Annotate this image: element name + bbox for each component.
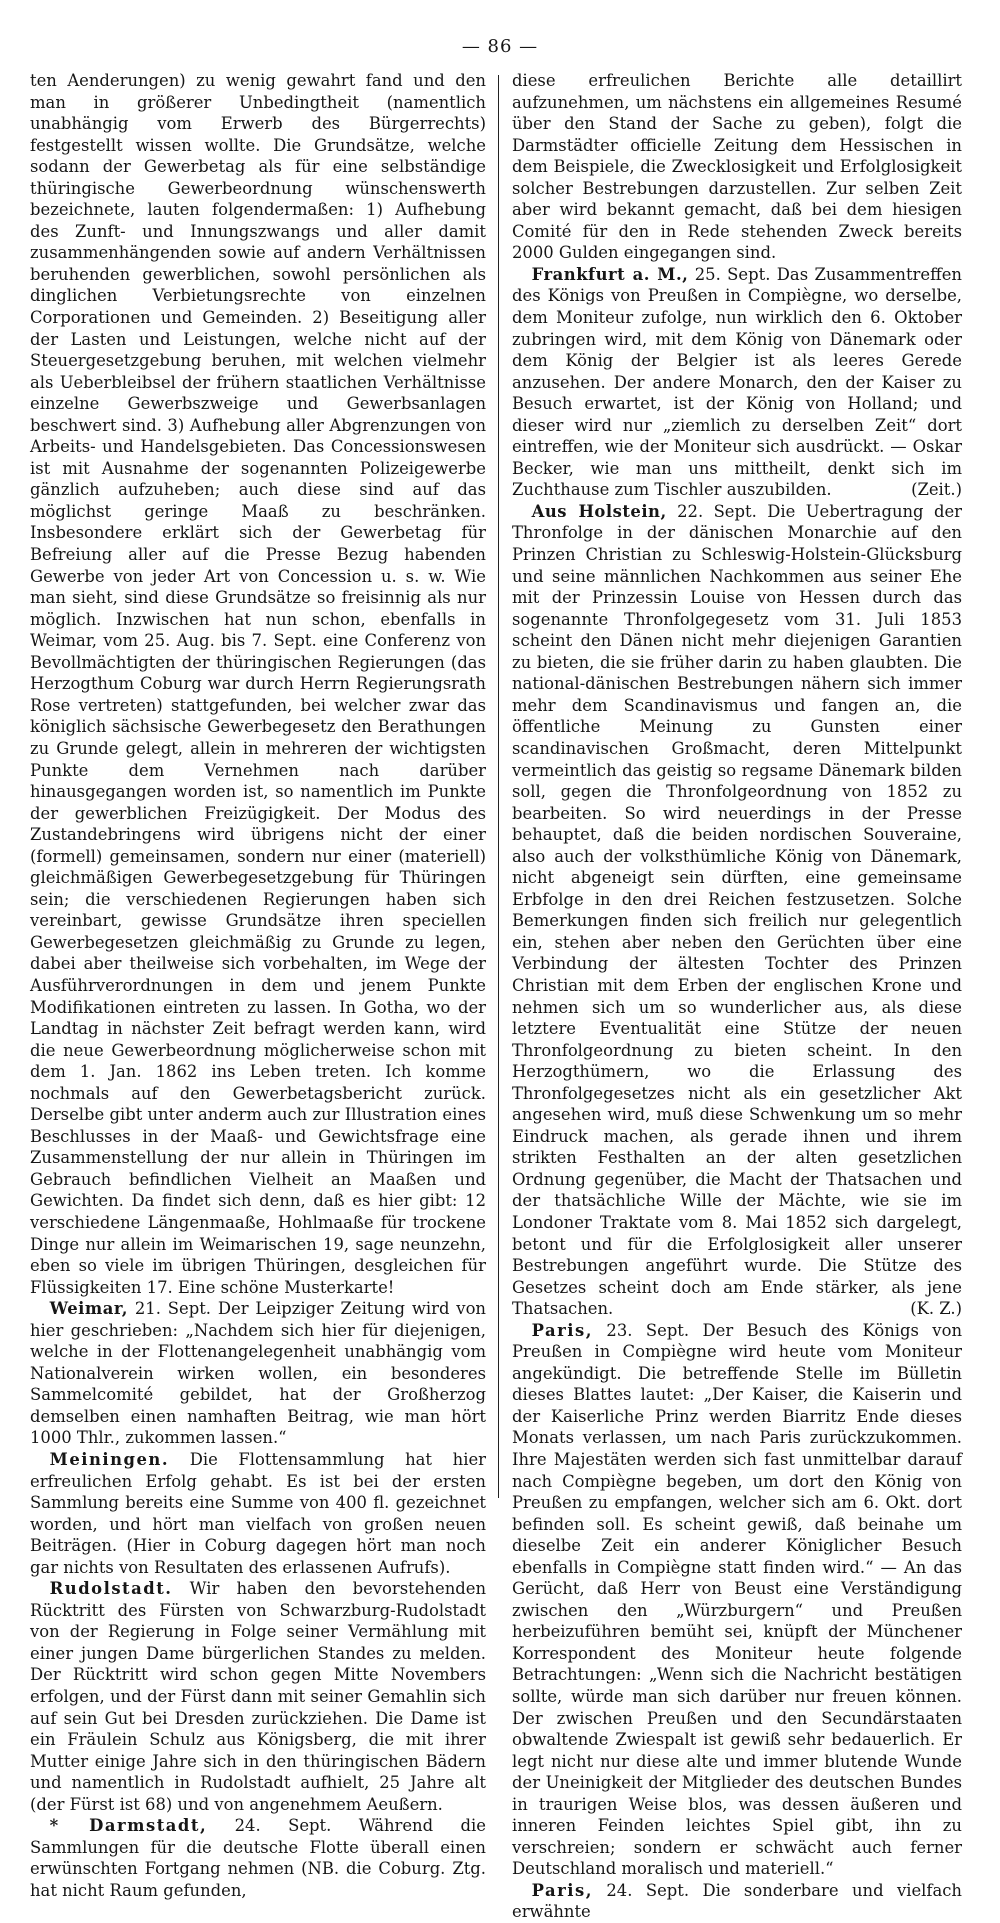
article-weimar-text: 21. Sept. Der Leipziger Zeitung wird von hier geschrieben: „Nachdem sich hier für diejenigen, welche in der Flottenangelegenheit unabhängig vom Nationalverein wirken wollen, ein besonderes Sammelcomité gebildet, hat der Großherzog demselben einen namhaften Beitrag, wie man hört 1000 Thlr., zukommen lassen.“: [30, 1299, 486, 1448]
dateline-darmstadt: * Darmstadt,: [49, 1816, 208, 1836]
article-darmstadt-continued: diese erfreulichen Berichte alle detaillirt aufzunehmen, um nächstens ein allgemeines Resumé über den Stand der Sache zu geben), folgt die Darmstädter officielle Zeitung dem Hessischen in dem Beispiele, die Zwecklosigkeit und Erfolglosigkeit solcher Bestrebungen darzustellen. Zur selben Zeit aber wird bekannt gemacht, daß bei dem hiesigen Comité für den in Rede stehenden Zweck bereits 2000 Gulden eingegangen sind.: [512, 71, 962, 263]
page-number: — 86 —: [461, 36, 539, 57]
source-note-kz: (K. Z.): [910, 1299, 962, 1319]
dateline-holstein: Aus Holstein,: [531, 501, 667, 521]
dateline-paris-24: Paris,: [531, 1880, 593, 1900]
dateline-frankfurt: Frankfurt a. M.,: [531, 264, 689, 284]
article-darmstadt: [30, 1815, 486, 1901]
source-note-zeit: (Zeit.): [911, 480, 962, 500]
dateline-paris-23: Paris,: [531, 1320, 593, 1340]
dateline-weimar: Weimar,: [49, 1299, 129, 1319]
dateline-rudolstadt: Rudolstadt.: [49, 1579, 173, 1599]
article-paris-24: [512, 1880, 962, 1923]
article-gewerbetag: ten Aenderungen) zu wenig gewahrt fand und den man in größerer Unbedingtheit (namentlich unabhängig vom Erwerb des Bürgerrechts) festgestellt wissen wollte. Die Grundsätze, welche sodann der Gewerbetag als für eine selbständige thüringische Gewerbeordnung wünschenswerth bezeichnete, lauten folgendermaßen: 1) Aufhebung des Zunft- und Innungszwangs und aller damit zusammenhängenden sowie auf andern Verhältnissen beruhenden gewerblichen, sowohl persönlichen als dinglichen Verbietungsrechte von einzelnen Corporationen und Gemeinden. 2) Beseitigung aller der Lasten und Leistungen, welche nicht auf der Steuergesetzgebung beruhen, mit welchen vielmehr als Ueberbleibsel der frühern staatlichen Verhältnisse einzelne Gewerbszweige und Gewerbsanlagen beschwert sind. 3) Aufhebung aller Abgrenzungen von Arbeits- und Handelsgebieten. Das Concessionswesen ist mit Ausnahme der sogenannten Polizeigewerbe gänzlich aufzuheben; auch diese sind auf das möglichst geringe Maaß zu beschränken. Insbesondere erklärt sich der Gewerbetag für Befreiung aller auf die Presse Bezug habenden Gewerbe von jeder Art von Concession u. s. w. Wie man sieht, sind diese Grundsätze so freisinnig als nur möglich. Inzwischen hat nun schon, ebenfalls in Weimar, vom 25. Aug. bis 7. Sept. eine Conferenz von Bevollmächtigten der thüringischen Regierungen (das Herzogthum Coburg war durch Herrn Regierungsrath Rose vertreten) stattgefunden, bei welcher zwar das königlich sächsische Gewerbegesetz den Berathungen zu Grunde gelegt, allein in mehreren der wichtigsten Punkte dem Vernehmen nach darüber hinausgegangen worden ist, so namentlich im Punkte der gewerblichen Freizügigkeit. Der Modus des Zustandebringens wird übrigens nicht der einer (formell) gemeinsamen, sondern nur einer (materiell) gleichmäßigen Gewerbegesetzgebung für Thüringen sein; die verschiedenen Regierungen haben sich vereinbart, gewisse Grundsätze ihren speciellen Gewerbegesetzen gleichmäßig zu Grunde zu legen, dabei aber theilweise sich vorbehalten, im Wege der Ausführverordnungen in dem und jenem Punkte Modifikationen eintreten zu lassen. In Gotha, wo der Landtag in nächster Zeit befragt werden kann, wird die neue Gewerbeordnung möglicherweise schon mit dem 1. Jan. 1862 ins Leben treten. Ich komme nochmals auf den Gewerbetagsbericht zurück. Derselbe gibt unter anderm auch zur Illustration eines Beschlusses in der Maaß- und Gewichtsfrage eine Zusammenstellung der nur allein in Thüringen im Gebrauch befindlichen Vielheit an Maaßen und Gewichten. Da findet sich denn, daß es hier gibt: 12 verschiedene Längenmaaße, Hohlmaaße für trockene Dinge nur allein im Weimarischen 19, sage neunzehn, eben so viele im übrigen Thüringen, desgleichen für Flüssigkeiten 17. Eine schöne Musterkarte!: [30, 71, 486, 1297]
article-rudolstadt-text: Wir haben den bevorstehenden Rücktritt des Fürsten von Schwarzburg-Rudolstadt von der Regierung in Folge seiner Vermählung mit einer jungen Dame bürgerlichen Standes zu melden. Der Rücktritt wird schon gegen Mitte Novembers erfolgen, und der Fürst dann mit seiner Gemahlin sich auf sein Gut bei Dresden zurückziehen. Die Dame ist ein Fräulein Schulz aus Königsberg, die mit ihrer Mutter einige Jahre sich in den thüringischen Bädern und namentlich in Rudolstadt aufhielt, 25 Jahre alt (der Fürst ist 68) und von angenehmem Aeußern.: [30, 1579, 486, 1814]
left-column: [30, 70, 486, 1900]
dateline-meiningen: Meiningen.: [49, 1450, 170, 1469]
article-meiningen-text: Die Flottensammlung hat hier erfreulichen Erfolg gehabt. Es ist bei der ersten Sammlung bereits eine Summe von 400 fl. gezeichnet worden, und hört man vielfach von großen neuen Beiträgen. (Hier in Coburg dagegen hört man noch gar nichts von Resultaten des erlassenen Aufrufs).: [30, 1450, 486, 1577]
article-weimar: [30, 1298, 486, 1449]
article-rudolstadt: [30, 1578, 486, 1815]
article-darmstadt-text: 24. Sept. Während die Sammlungen für die deutsche Flotte überall einen erwünschten Fortgang nehmen (NB. die Coburg. Ztg. hat nicht Raum gefunden,: [30, 1816, 486, 1900]
article-holstein-text: 22. Sept. Die Uebertragung der Thronfolge in der dänischen Monarchie auf den Prinzen Christian zu Schleswig-Holstein-Glücksburg und seine männlichen Nachkommen aus seiner Ehe mit der Prinzessin Louise von Hessen durch das sogenannte Thronfolgegesetz vom 31. Juli 1853 scheint den Dänen nicht mehr diejenigen Garantien zu bieten, die sie früher darin zu haben glaubten. Die national-dänischen Bestrebungen nähern sich immer mehr dem Scandinavismus und fangen an, die öffentliche Meinung zu Gunsten einer scandinavischen Großmacht, deren Mittelpunkt vermeintlich das geistig so regsame Dänemark bilden soll, gegen die Thronfolgeordnung von 1852 zu bearbeiten. So wird neuerdings in der Presse behauptet, daß die beiden nordischen Souveraine, also auch der volksthümliche König von Dänemark, nicht abgeneigt sein dürften, eine gemeinsame Erbfolge in den drei Reichen festzusetzen. Solche Bemerkungen finden sich freilich nur gelegentlich ein, stehen aber neben den Gerüchten über eine Verbindung der ältesten Tochter des Prinzen Christian mit dem Erben der englischen Krone und nehmen sich um so wunderlicher aus, als diese letztere Eventualität eine Stütze der neuen Thronfolgeordnung zu bieten scheint. In den Herzogthümern, wo die Erlassung des Thronfolgegesetzes nicht als ein gesetzlicher Akt angesehen wird, muß diese Schwenkung um so mehr Eindruck machen, als gerade ihnen und ihrem strikten Festhalten an der alten gesetzlichen Ordnung gegenüber, die Macht der Thatsachen und der thatsächliche Wille der Mächte, wie sie im Londoner Traktate vom 8. Mai 1852 sich dargelegt, betont und für die Erfolglosigkeit aller unserer Bestrebungen angeführt wurde. Die Stütze des Gesetzes scheint doch am Ende stärker, als jene Thatsachen.: [512, 501, 962, 1319]
article-holstein: [512, 501, 962, 1320]
article-frankfurt: [512, 264, 962, 501]
right-column: [512, 70, 962, 1922]
article-frankfurt-text: 25. Sept. Das Zusammentreffen des Königs von Preußen in Compiègne, wo derselbe, dem Moniteur zufolge, nun wirklich den 6. Oktober zubringen wird, mit dem König von Dänemark oder dem König der Belgier ist als leeres Gerede anzusehen. Der andere Monarch, den der Kaiser zu Besuch erwartet, ist der König von Holland; und dieser wird nur „ziemlich zu derselben Zeit“ dort eintreffen, wie der Moniteur sich ausdrückt. — Oskar Becker, wie man uns mittheilt, denkt sich im Zuchthause zum Tischler auszubilden.: [512, 264, 962, 500]
article-paris-23-text: 23. Sept. Der Besuch des Königs von Preußen in Compiègne wird heute vom Moniteur angekündigt. Die betreffende Stelle im Bülletin dieses Blattes lautet: „Der Kaiser, die Kaiserin und der Kaiserliche Prinz werden Biarritz Ende dieses Monats verlassen, um nach Paris zurückzukommen. Ihre Majestäten werden sich fast unmittelbar darauf nach Compiègne begeben, um dort den König von Preußen zu empfangen, welcher sich am 6. Okt. dort befinden soll. Es scheint gewiß, daß beinahe um dieselbe Zeit ein anderer Königlicher Besuch ebenfalls in Compiègne statt finden wird.“ — An das Gerücht, daß Herr von Beust eine Verständigung zwischen den „Würzburgern“ und Preußen herbeizuführen bemüht sei, knüpft der Münchener Korrespondent des Moniteur heute folgende Betrachtungen: „Wenn sich die Nachricht bestätigen sollte, würde man sich darüber nur freuen können. Der zwischen Preußen und den Secundärstaaten obwaltende Zwiespalt ist gewiß sehr bedauerlich. Er legt nicht nur diese alte und immer blutende Wunde der Uneinigkeit der Mitglieder des deutschen Bundes in traurigen Weise blos, was dessen äußeren und inneren Feinden leichtes Spiel gibt, ihn zu verschreien; sondern er schwächt auch ferner Deutschland moralisch und materiell.“: [512, 1320, 962, 1879]
article-paris-24-text: 24. Sept. Die sonderbare und vielfach erwähnte: [512, 1880, 962, 1922]
column-divider: [498, 75, 499, 1498]
article-paris-23: [512, 1320, 962, 1880]
article-meiningen: [30, 1449, 486, 1578]
